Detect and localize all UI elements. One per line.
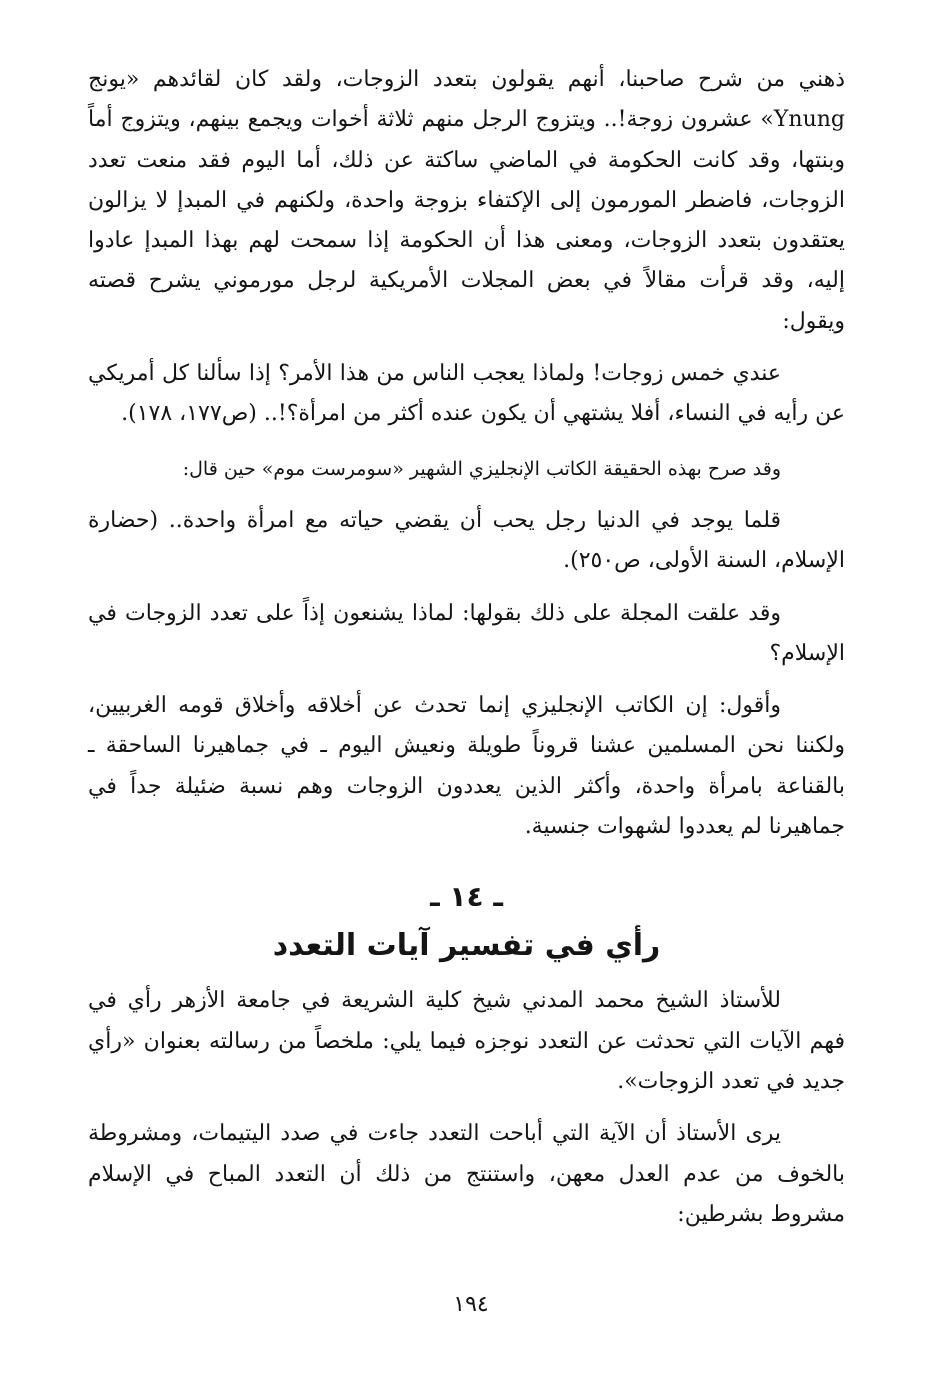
paragraph-author-response: وأقول: إن الكاتب الإنجليزي إنما تحدث عن أخلاقه وأخلاق قومه الغربيين، ولكننا نحن المسلمين عشنا قروناً طويلة ونعيش اليوم ـ في جماهيرنا الساحقة ـ بالقناعة بامرأة واحدة، وأكثر الذين يعددون الزوجات وهم نسبة ضئيلة جداً في جماهيرنا لم يعددوا لشهوات جنسية. <box>88 693 845 840</box>
paragraph-magazine-comment: وقد علقت المجلة على ذلك بقولها: لماذا يشنعون إذاً على تعدد الزوجات في الإسلام؟ <box>88 600 845 666</box>
page-body <box>88 60 845 1235</box>
quote-maugham: قلما يوجد في الدنيا رجل يحب أن يقضي حياته مع امرأة واحدة.. (حضارة الإسلام، السنة الأولى، ص٢٥٠). <box>88 507 845 574</box>
section-number: ـ ١٤ ـ <box>430 880 503 914</box>
paragraph-mormon-account: ذهني من شرح صاحبنا، أنهم يقولون بتعدد الزوجات، ولقد كان لقائدهم «يونج Ynung» عشرون زوجة!.. ويتزوج الرجل منهم ثلاثة أخوات ويجمع بينهم، ويتزوج أماً وبنتها، وقد كانت الحكومة في الماضي ساكتة عن ذلك، أما اليوم فقد منعت تعدد الزوجات، فاضطر المورمون إلى الإكتفاء بزوجة واحدة، ولكنهم في المبدإ لا يزالون يعتقدون بتعدد الزوجات، ومعنى هذا أن الحكومة إذا سمحت لهم بهذا المبدإ عادوا إليه، وقد قرأت مقالاً في بعض المجلات الأمريكية لرجل مورموني يشرح قصته ويقول: <box>88 67 845 334</box>
paragraph-maugham-intro: وقد صرح بهذه الحقيقة الكاتب الإنجليزي الشهير «سومرست موم» حين قال: <box>182 457 781 480</box>
paragraph-madani-opinion: للأستاذ الشيخ محمد المدني شيخ كلية الشريعة في جامعة الأزهر رأي في فهم الآيات التي تحدثت عن التعدد نوجزه فيما يلي: ملخصاً من رسالته بعنوان «رأي جديد في تعدد الزوجات». <box>88 988 845 1094</box>
paragraph-two-conditions: يرى الأستاذ أن الآية التي أباحت التعدد جاءت في صدد اليتيمات، ومشروطة بالخوف من عدم العدل معهن، واستنتج من ذلك أن التعدد المباح في الإسلام مشروط بشرطين: <box>88 1121 845 1227</box>
quote-five-wives: عندي خمس زوجات! ولماذا يعجب الناس من هذا الأمر؟ إذا سألنا كل أمريكي عن رأيه في النساء، أفلا يشتهي أن يكون عنده أكثر من امرأة؟!.. (ص١٧٧، ١٧٨). <box>88 361 845 427</box>
section-title: رأي في تفسير آيات التعدد <box>272 928 661 964</box>
page-number: ١٩٤ <box>453 1292 489 1317</box>
